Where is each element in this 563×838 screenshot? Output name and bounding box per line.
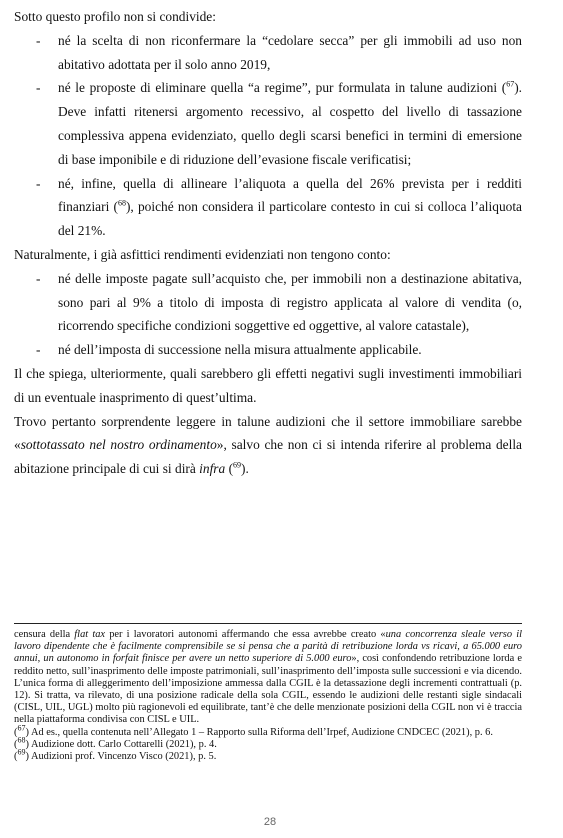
list-item: - né, infine, quella di allineare l’aliquota a quella del 26% prevista per i redditi finanziari ($^{68}$), poiché non considera il particolare contesto in cui si colloca l’aliquota del 21%.	[14, 172, 522, 243]
footnote-68: ($^{68}$) Audizione dott. Carlo Cottarelli (2021), p. 4.	[14, 735, 217, 750]
footnote-separator	[14, 623, 522, 624]
paragraph: Trovo pertanto sorprendente leggere in talune audizioni che il settore immobiliare sarebbe «sottotassato nel nostro ordinamento», salvo che non ci si intenda riferire al problema della abitazione principale di cui si dirà infra ($^{69}$).	[14, 413, 522, 477]
footnote-continuation: censura della flat tax per i lavoratori autonomi affermando che essa avrebbe creato «una concorrenza sleale verso il lavoro dipendente che è facilmente comprensibile se si pensa che a parità di retribuzione lorda vs ricavi, a 65.000 euro annui, un autonomo in forfait finisce per avere un netto superiore di 5.000 euro», così confondendo retribuzione lorda e reddito netto, sull’inasprimento delle imposte patrimoniali, sull’inasprimento dell’imposta sulle successioni e via dicendo. L’unica forma di alleggerimento dell’imposizione ammessa dalla CGIL è la detassazione degli incrementi contrattuali (p. 12). Si tratta, va rilevato, di una posizione radicale della sola CGIL, essendo le audizioni delle restanti sigle sindacali (CISL, UIL, UGL) molto più ragionevoli ed equilibrate, tant’è che delle menzionate posizioni della CGIL non vi è traccia nella piattaforma condivisa con CISL e UIL.	[14, 629, 522, 726]
footnote-ref: 69	[233, 460, 242, 470]
footnote-67: ($^{67}$) Ad es., quella contenuta nell’Allegato 1 – Rapporto sulla Riforma dell’Irpef, Audizione CNDCEC (2021), p. 6.	[14, 723, 493, 738]
footnote-ref: 68	[117, 198, 126, 208]
paragraph: Sotto questo profilo non si condivide:	[14, 9, 216, 24]
body-text	[14, 5, 522, 481]
footnote-69: ($^{69}$) Audizioni prof. Vincenzo Visco (2021), p. 5.	[14, 747, 217, 763]
list-item: - né dell’imposta di successione nella misura attualmente applicabile.	[14, 338, 522, 362]
page-number: 28	[263, 816, 277, 828]
bullet-dash: -	[36, 342, 41, 358]
list-item: - né delle imposte pagate sull’acquisto che, per immobili non a destinazione abitativa, sono pari al 9% a titolo di imposta di registro applicata al valore di vendita (o, ricorrendo specifiche condizioni soggettive ed oggettive, al valore catastale),	[14, 267, 522, 338]
list-item: - né le proposte di eliminare quella “a regime”, pur formulata in talune audizioni ($^{67}$). Deve infatti ritenersi argomento recessivo, al cospetto del livello di tassazione complessiva appena evidenziato, quello degli scarsi benefici in termini di emersione di base imponibile e di riduzione dell’evasione fiscale verificatisi;	[14, 76, 522, 171]
footnotes	[14, 629, 522, 763]
bullet-dash: -	[36, 32, 41, 48]
bullet-dash: -	[36, 80, 41, 96]
list-item: - né la scelta di non riconfermare la “cedolare secca” per gli immobili ad uso non abitativo adottata per il solo anno 2019,	[14, 29, 522, 77]
footnote-ref: 67	[506, 79, 515, 89]
bullet-dash: -	[36, 175, 41, 191]
paragraph: Il che spiega, ulteriormente, quali sarebbero gli effetti negativi sugli investimenti immobiliari di un eventuale inasprimento di quest’ultima.	[14, 365, 522, 405]
bullet-dash: -	[36, 270, 41, 286]
paragraph: Naturalmente, i già asfittici rendimenti evidenziati non tengono conto:	[14, 246, 391, 262]
